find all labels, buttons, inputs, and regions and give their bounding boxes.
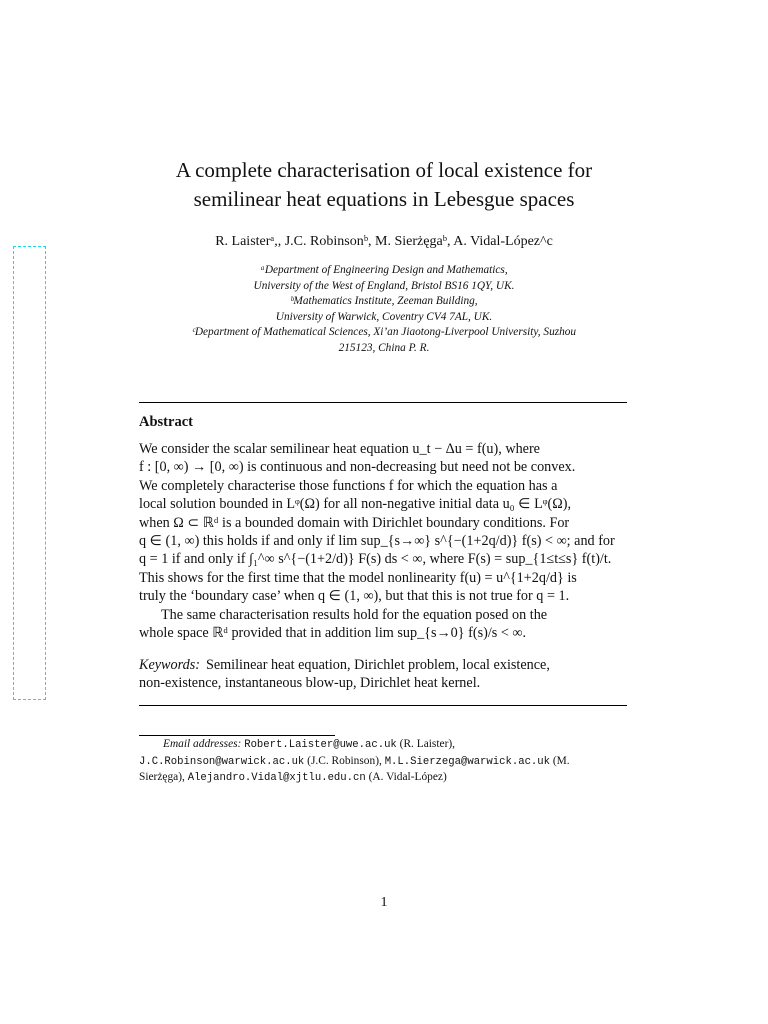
abstract-line: q ∈ (1, ∞) this holds if and only if lim sup_{s→∞} s^{−(1+2q/d)} f(s) < ∞; and for [139, 533, 615, 550]
email-link[interactable]: J.C.Robinson@warwick.ac.uk [139, 755, 305, 768]
abstract-bottom-rule [139, 705, 627, 706]
keywords-line-1 [139, 656, 627, 674]
abstract-body [139, 440, 627, 642]
email-owner: Sierżęga), [139, 771, 185, 784]
keywords-label: Keywords: [139, 657, 200, 673]
abstract-top-rule [139, 402, 627, 403]
email-link[interactable]: M.L.Sierzega@warwick.ac.uk [384, 755, 550, 768]
footnote-rule [139, 735, 335, 736]
abstract-line: We consider the scalar semilinear heat equation u_t − Δu = f(u), where [139, 441, 540, 457]
abstract-heading: Abstract [139, 414, 193, 430]
abstract-line: truly the ‘boundary case’ when q ∈ (1, ∞), but that this is not true for q = 1. [139, 588, 570, 605]
affiliation-line: ᵃDepartment of Engineering Design and Mathematics, [260, 264, 508, 276]
affiliation-line: ᶜDepartment of Mathematical Sciences, Xi’an Jiaotong-Liverpool University, Suzhou [191, 326, 577, 339]
footnote-line-1 [139, 737, 627, 754]
email-owner: (M. [552, 754, 570, 767]
affiliation-line: 215123, China P. R. [338, 341, 430, 354]
keywords-text-1: Semilinear heat equation, Dirichlet problem, local existence, [205, 657, 550, 673]
email-link[interactable]: Robert.Laister@uwe.ac.uk [244, 739, 397, 751]
email-owner: (A. Vidal-López) [368, 771, 447, 784]
abstract-line: The same characterisation results hold for the equation posed on the [161, 606, 548, 623]
abstract-line: local solution bounded in Lᵠ(Ω) for all non-negative initial data u₀ ∈ Lᵠ(Ω), [139, 496, 572, 513]
keywords-line-2: non-existence, instantaneous blow-up, Dirichlet heat kernel. [139, 675, 481, 692]
email-owner: (R. Laister), [399, 738, 456, 750]
affiliation-line: ᵇMathematics Institute, Zeeman Building, [290, 295, 478, 308]
abstract-line: when Ω ⊂ ℝᵈ is a bounded domain with Dirichlet boundary conditions. For [139, 514, 570, 531]
email-owner: (J.C. Robinson), [307, 754, 382, 767]
abstract-line: f : [0, ∞) → [0, ∞) is continuous and non-decreasing but need not be convex. [139, 459, 576, 476]
keywords [139, 656, 627, 693]
abstract-line: q = 1 if and only if ∫₁^∞ s^{−(1+2/d)} F(s) ds < ∞, where F(s) = sup_{1≤t≤s} f(t)/t. [139, 551, 612, 568]
affiliation-line: University of Warwick, Coventry CV4 7AL, UK. [275, 310, 493, 323]
margin-selection-box [13, 246, 46, 700]
page-number: 1 [380, 895, 388, 910]
footnote-emails [139, 737, 627, 787]
title-line-1: A complete characterisation of local existence for [175, 158, 593, 182]
footnote-line-2 [139, 754, 627, 771]
abstract-line: We completely characterise those functions f for which the equation has a [139, 477, 558, 494]
footnote-line-3 [139, 770, 627, 787]
abstract-line: whole space ℝᵈ provided that in addition lim sup_{s→0} f(s)/s < ∞. [139, 625, 527, 642]
affiliation-line: University of the West of England, Bristol BS16 1QY, UK. [253, 279, 515, 292]
email-link[interactable]: Alejandro.Vidal@xjtlu.edu.cn [187, 772, 366, 785]
paper-title [80, 156, 688, 214]
author-list: R. Laisterᵃ,, J.C. Robinsonᵇ, M. Sierżęgaᵇ, A. Vidal-López^c [215, 234, 553, 249]
title-line-2: semilinear heat equations in Lebesgue spaces [193, 187, 575, 211]
email-label: Email addresses: [163, 738, 242, 750]
abstract-line: This shows for the first time that the model nonlinearity f(u) = u^{1+2q/d} is [139, 569, 577, 586]
affiliations [100, 263, 668, 357]
